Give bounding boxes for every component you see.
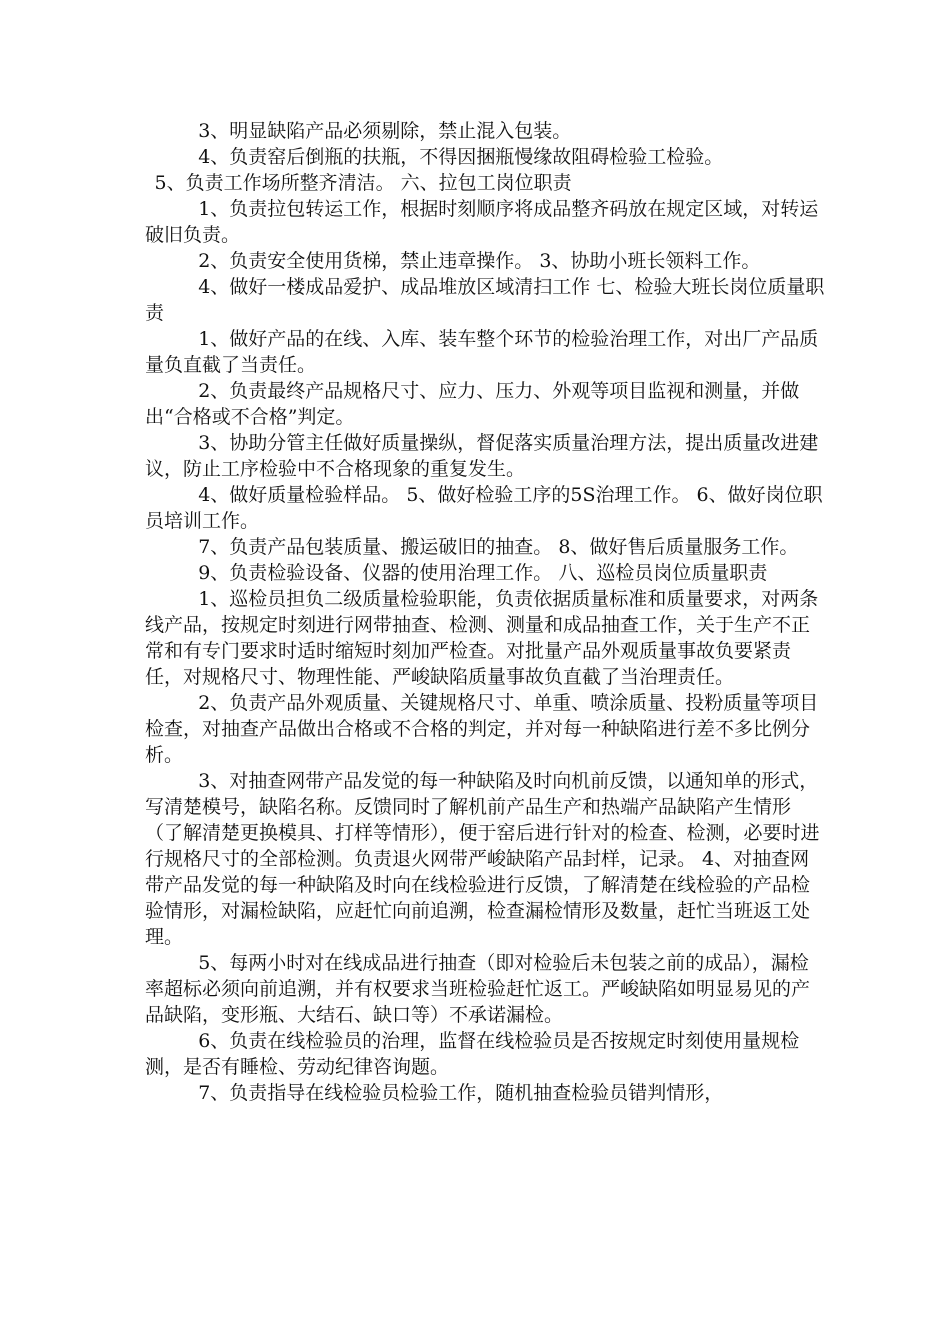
paragraph: 2、负责安全使用货梯，禁止违章操作。 3、协助小班长领料工作。 (198, 250, 761, 272)
paragraph: 1、做好产品的在线、入库、装车整个环节的检验治理工作，对出厂产品质量负直截了当责任。 (145, 328, 819, 376)
paragraph: 1、巡检员担负二级质量检验职能，负责依据质量标准和质量要求，对两条线产品，按规定时刻进行网带抽查、检测、测量和成品抽查工作，关于生产不正常和有专门要求时适时缩短时刻加严检查。对批量产品外观质量事故负要紧责任，对规格尺寸、物理性能、严峻缺陷质量事故负直截了当治理责任。 (145, 588, 819, 688)
paragraph: 4、做好一楼成品爱护、成品堆放区域清扫工作 七、检验大班长岗位质量职责 (145, 276, 825, 324)
paragraph: 4、做好质量检验样品。 5、做好检验工序的5S治理工作。 6、做好岗位职员培训工作。 (145, 484, 823, 532)
paragraph: 3、对抽查网带产品发觉的每一种缺陷及时向机前反馈，以通知单的形式，写清楚模号，缺陷名称。反馈同时了解机前产品生产和热端产品缺陷产生情形（了解清楚更换模具、打样等情形），便于窑后进行针对的检查、检测，必要时进行规格尺寸的全部检测。负责退火网带严峻缺陷产品封样，记录。 4、对抽查网带产品发觉的每一种缺陷及时向在线检验进行反馈，了解清楚在线检验的产品检验情形，对漏检缺陷，应赶忙向前追溯，检查漏检情形及数量，赶忙当班返工处理。 (145, 770, 820, 948)
paragraph: 5、每两小时对在线成品进行抽查（即对检验后未包装之前的成品），漏检率超标必须向前追溯，并有权要求当班检验赶忙返工。严峻缺陷如明显易见的产品缺陷，变形瓶、大结石、缺口等）不承诺漏检。 (145, 952, 811, 1026)
paragraph: 9、负责检验设备、仪器的使用治理工作。 八、巡检员岗位质量职责 (198, 562, 768, 584)
paragraph: 3、协助分管主任做好质量操纵，督促落实质量治理方法，提出质量改进建议，防止工序检验中不合格现象的重复发生。 (145, 432, 819, 480)
paragraph: 2、负责最终产品规格尺寸、应力、压力、外观等项目监视和测量，并做出“合格或不合格”判定。 (145, 380, 800, 428)
paragraph: 1、负责拉包转运工作，根据时刻顺序将成品整齐码放在规定区域，对转运破旧负责。 (145, 198, 819, 246)
paragraph: 3、明显缺陷产品必须剔除，禁止混入包装。 (198, 120, 572, 142)
paragraph: 7、负责产品包装质量、搬运破旧的抽查。 8、做好售后质量服务工作。 (198, 536, 799, 558)
paragraph: 7、负责指导在线检验员检验工作，随机抽查检验员错判情形， (198, 1082, 724, 1104)
paragraph: 5、负责工作场所整齐清洁。 六、拉包工岗位职责 (154, 172, 572, 194)
paragraph: 4、负责窑后倒瓶的扶瓶，不得因捆瓶慢缘故阻碍检验工检验。 (198, 146, 724, 168)
document-body (145, 118, 825, 1106)
paragraph: 2、负责产品外观质量、关键规格尺寸、单重、喷涂质量、投粉质量等项目检查，对抽查产品做出合格或不合格的判定，并对每一种缺陷进行差不多比例分析。 (145, 692, 819, 766)
paragraph: 6、负责在线检验员的治理，监督在线检验员是否按规定时刻使用量规检测，是否有睡检、劳动纪律咨询题。 (145, 1030, 800, 1078)
